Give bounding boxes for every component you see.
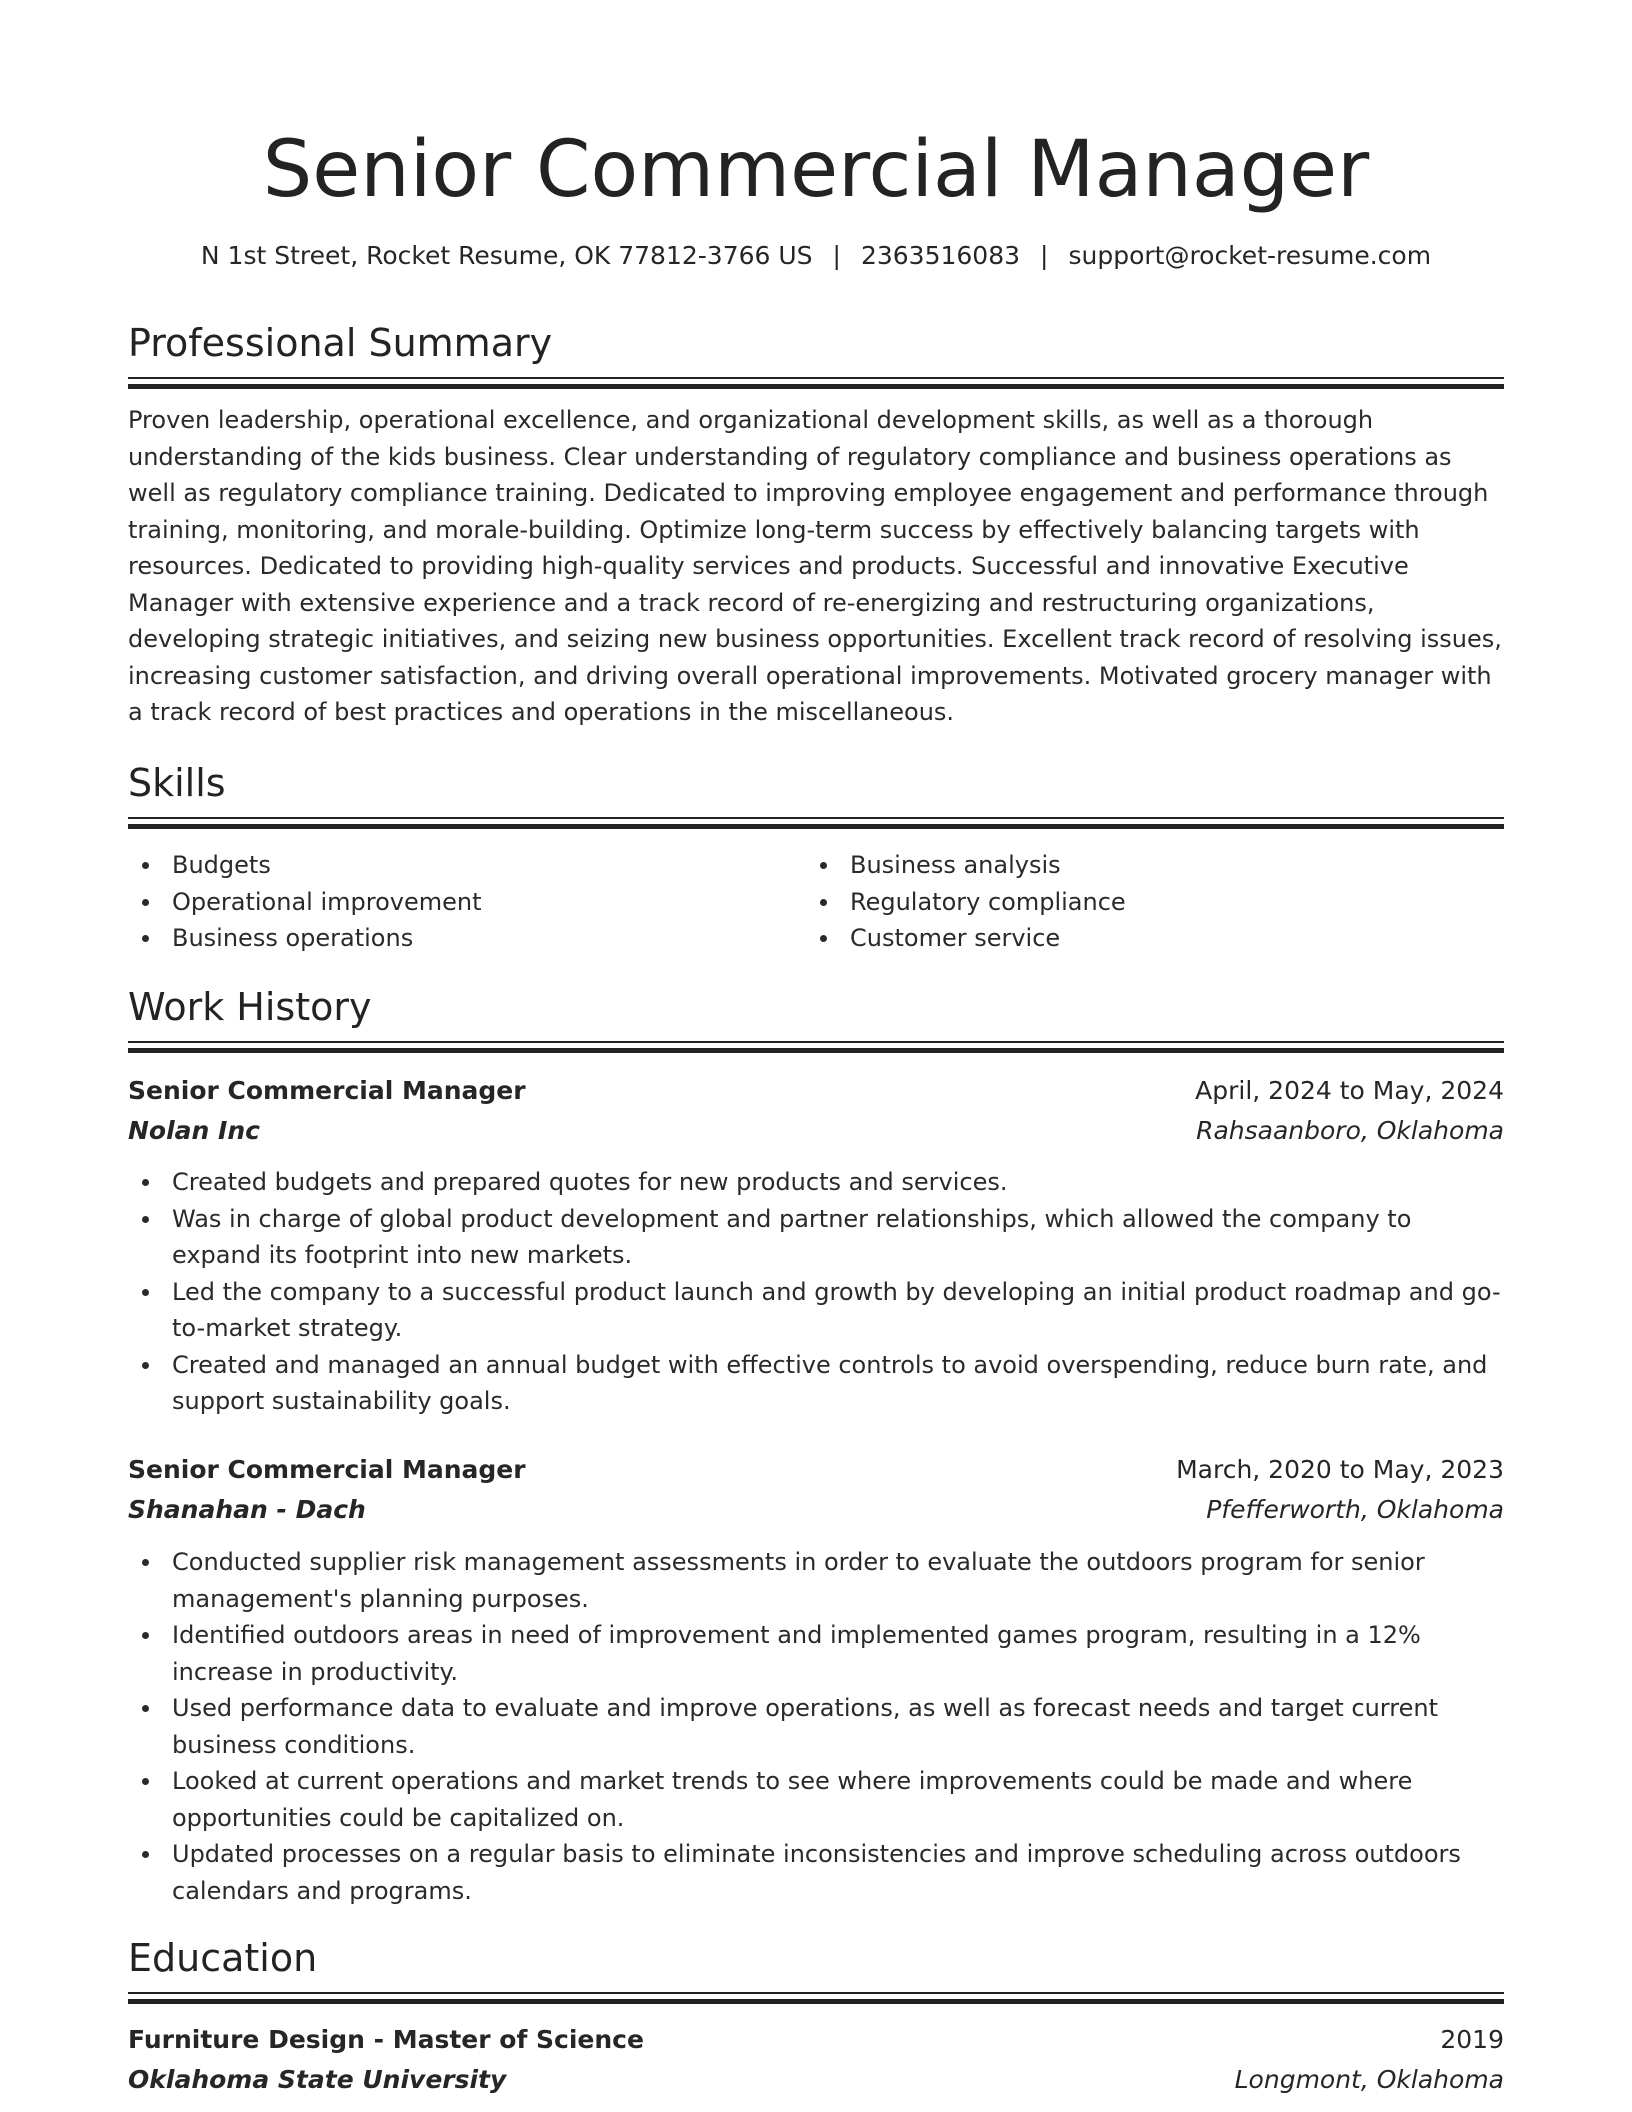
job-bullet: Looked at current operations and market trends to see where improvements could be made and where opportunities could be capitalized on. <box>128 1763 1504 1836</box>
skills-left-column <box>128 847 808 957</box>
job-bullet: Led the company to a successful product launch and growth by developing an initial product roadmap and go-to-market strategy. <box>128 1274 1504 1347</box>
phone-text: 2363516083 <box>860 241 1021 270</box>
skill-item: Budgets <box>128 847 808 884</box>
job-bullet: Conducted supplier risk management assessments in order to evaluate the outdoors program for senior management's planning purposes. <box>128 1544 1504 1617</box>
education-entry <box>128 2020 1504 2100</box>
skill-item: Business operations <box>128 920 808 957</box>
contact-line <box>128 236 1504 276</box>
section-divider <box>128 1992 1504 2002</box>
skill-item: Business analysis <box>806 847 1486 884</box>
job-dates: March, 2020 to May, 2023 <box>1176 1455 1504 1484</box>
job-bullet: Created budgets and prepared quotes for new products and services. <box>128 1164 1504 1201</box>
job-title: Senior Commercial Manager <box>128 1455 526 1484</box>
job-bullets <box>128 1164 1504 1420</box>
section-divider <box>128 817 1504 827</box>
degree-title: Furniture Design - Master of Science <box>128 2025 644 2054</box>
address-text: N 1st Street, Rocket Resume, OK 77812-3766 US <box>200 241 813 270</box>
job-company: Nolan Inc <box>128 1116 260 1145</box>
skill-item: Regulatory compliance <box>806 884 1486 921</box>
summary-heading: Professional Summary <box>128 321 553 365</box>
school-name: Oklahoma State University <box>128 2065 507 2094</box>
job-bullet: Updated processes on a regular basis to eliminate inconsistencies and improve scheduling across outdoors calendars and programs. <box>128 1836 1504 1909</box>
education-year: 2019 <box>1440 2025 1504 2054</box>
job-dates: April, 2024 to May, 2024 <box>1195 1076 1504 1105</box>
skills-right-column <box>806 847 1486 957</box>
contact-separator: | <box>1040 241 1049 270</box>
contact-separator: | <box>832 241 841 270</box>
job-bullets <box>128 1544 1504 1909</box>
job-bullet: Was in charge of global product development and partner relationships, which allowed the company to expand its footprint into new markets. <box>128 1201 1504 1274</box>
work-heading: Work History <box>128 985 372 1029</box>
job-title: Senior Commercial Manager <box>128 1076 526 1105</box>
job-location: Rahsaanboro, Oklahoma <box>1196 1116 1504 1145</box>
job-bullet: Used performance data to evaluate and improve operations, as well as forecast needs and target current business conditions. <box>128 1690 1504 1763</box>
email-link[interactable]: support@rocket-resume.com <box>1068 241 1432 270</box>
job-entry <box>128 1071 1504 1420</box>
skills-heading: Skills <box>128 761 226 805</box>
skill-item: Operational improvement <box>128 884 808 921</box>
skill-item: Customer service <box>806 920 1486 957</box>
job-company: Shanahan - Dach <box>128 1495 366 1524</box>
job-bullet: Created and managed an annual budget with effective controls to avoid overspending, reduce burn rate, and support sustainability goals. <box>128 1347 1504 1420</box>
school-location: Longmont, Oklahoma <box>1234 2065 1504 2094</box>
job-entry <box>128 1450 1504 1909</box>
summary-text: Proven leadership, operational excellence, and organizational development skills, as well as a thorough understanding of the kids business. Clear understanding of regulatory compliance and business operations as well as regulatory compliance training. Dedicated to improving employee engagement and performance through training, monitoring, and morale-building. Optimize long-term success by effectively balancing targets with resources. Dedicated to providing high-quality services and products. Successful and innovative Executive Manager with extensive experience and a track record of re-energizing and restructuring organizations, developing strategic initiatives, and seizing new business opportunities. Excellent track record of resolving issues, increasing customer satisfaction, and driving overall operational improvements. Motivated grocery manager with a track record of best practices and operations in the miscellaneous. <box>128 406 1502 726</box>
section-divider <box>128 377 1504 387</box>
education-heading: Education <box>128 1936 318 1980</box>
resume-title: Senior Commercial Manager <box>262 125 1370 215</box>
section-divider <box>128 1041 1504 1051</box>
job-bullet: Identified outdoors areas in need of improvement and implemented games program, resulting in a 12% increase in productivity. <box>128 1617 1504 1690</box>
job-location: Pfefferworth, Oklahoma <box>1206 1495 1504 1524</box>
